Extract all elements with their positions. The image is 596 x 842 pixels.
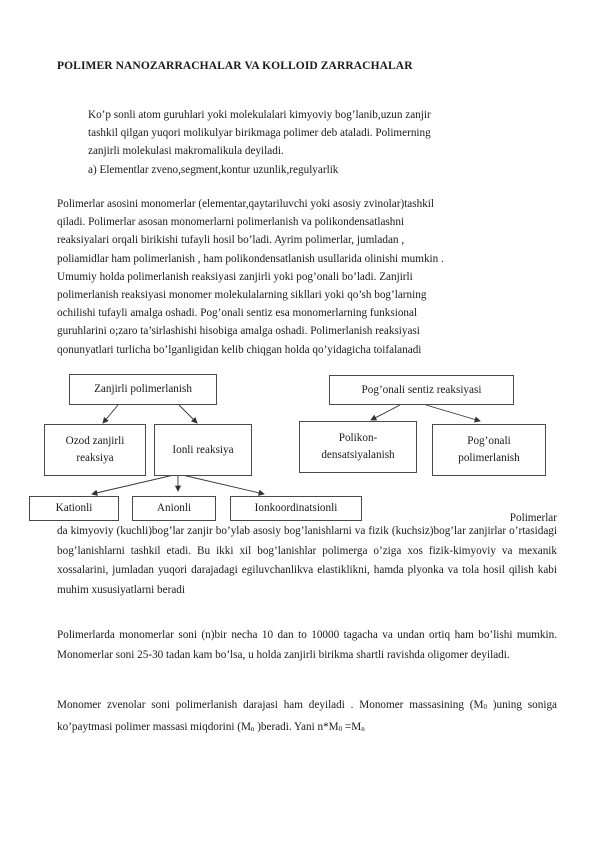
box-ion-coordination: Ionkoordinatsionli bbox=[230, 496, 362, 521]
page-title: POLIMER NANOZARRACHALAR VA KOLLOID ZARRACHALAR bbox=[57, 60, 413, 72]
paragraph-line: qiladi. Polimerlar asosan monomerlarni polimerlanish va polikondensatlashni bbox=[57, 216, 405, 229]
intro-line: zanjirli molekulasi makromalikula deyiladi. bbox=[88, 145, 284, 158]
box-anionic: Anionli bbox=[132, 496, 216, 521]
box-polycondensation: Polikon-densatsiyalanish bbox=[299, 421, 417, 473]
paragraph-line: ochilishi tufayli amalga oshadi. Pog’onali sentiz esa monomerlarning funksional bbox=[57, 307, 418, 320]
paragraph-monomer-count: Polimerlarda monomerlar soni (n)bir necha 10 dan to 10000 tagacha va undan ortiq ham bo’lishi mumkin. Monomerlar soni 25-30 tadan kam bo’lsa, u holda zanjirli birikma shartli ravishda oligomer deyiladi. bbox=[57, 629, 557, 661]
intro-line: tashkil qilgan yuqori molikulyar birikmaga polimer deb ataladi. Polimerning bbox=[88, 127, 431, 140]
arrow-step-to-polycondensation bbox=[371, 405, 400, 420]
paragraph-line: poliamidlar ham polimerlanish , ham polikondensatlanish usullarida olinishi mumkin . bbox=[57, 252, 444, 265]
paragraph-line: reaksiyalari orqali birikishi tufayli hosil bo’ladi. Ayrim polimerlar, jumladan , bbox=[57, 234, 405, 247]
subscript: 0 bbox=[483, 703, 487, 711]
text-run: )beradi. Yani n*M bbox=[254, 720, 339, 733]
arrow-step-to-step-polymerization bbox=[426, 405, 480, 421]
box-step-synthesis: Pog’onali sentiz reaksiyasi bbox=[329, 375, 514, 405]
subscript: 0 bbox=[338, 724, 343, 733]
text-run: Monomer zvenolar soni polimerlanish darajasi ham deyiladi . Monomer massasining (M bbox=[57, 699, 484, 711]
intro-line: a) Elementlar zveno,segment,kontur uzunlik,regulyarlik bbox=[88, 163, 339, 176]
box-ionic-reaction: Ionli reaksiya bbox=[154, 424, 252, 476]
paragraph-line: Umumiy holda polimerlanish reaksiyasi zanjirli yoki pog’onali bo’ladi. Zanjirli bbox=[57, 270, 413, 283]
paragraph-line: polimerlanish reaksiyasi monomer molekulalarning sikllari yoki qo’sh bog’larning bbox=[57, 289, 427, 302]
paragraph-polymerization-degree bbox=[57, 696, 557, 739]
arrow-ionic-to-ion-coordination bbox=[178, 474, 264, 494]
paragraph-line: guruhlarini o;zaro ta’sirlashishi hisobiga amalga oshadi. Polimerlanish reaksiyasi bbox=[57, 325, 420, 338]
text-run: =M bbox=[342, 720, 362, 733]
paragraph-line: qonunyatlari turlicha bo’lganligidan kelib chiqgan holda qo’yidagicha toifalanadi bbox=[57, 343, 422, 356]
arrow-chain-to-ionic bbox=[179, 405, 197, 423]
box-free-radical-reaction: Ozod zanjirli reaksiya bbox=[44, 424, 146, 476]
arrow-ionic-to-cationic bbox=[92, 474, 178, 494]
polimerlar-word: Polimerlar bbox=[509, 512, 557, 524]
box-chain-polymerization: Zanjirli polimerlanish bbox=[69, 374, 217, 405]
arrow-chain-to-free-radical bbox=[103, 405, 118, 423]
subscript: n bbox=[361, 724, 365, 733]
box-step-polymerization: Pog’onali polimerlanish bbox=[432, 424, 546, 476]
box-cationic: Kationli bbox=[29, 496, 119, 521]
subscript: n bbox=[250, 724, 255, 733]
paragraph-line: Polimerlar asosini monomerlar (elementar,qaytariluvchi yoki asosiy zvinolar)tashkil bbox=[57, 198, 435, 210]
text-run: )uning soniga ko’paytmasi polimer massasi miqdorini (M bbox=[57, 699, 558, 733]
intro-line: Ko’p sonli atom guruhlari yoki molekulalari kimyoviy bog’lanib,uzun zanjir bbox=[88, 109, 431, 121]
paragraph-bonds: da kimyoviy (kuchli)bog’lar zanjir bo’ylab asosiy bog’lanishlarni va fizik (kuchsiz)bog’lar zanjirlar o’rtasidagi bog’lanishlarni tashkil etadi. Bu ikki xil bog’lanishlar polimerga o’ziga xos fizik-kimyoviy va mexanik xossalarini, jumladan yuqori darajadagi egiluvchanlikva elastiklikni, hamda plyonka va tola hosil qilish kabi muhim xususiyatlarni beradi bbox=[57, 525, 557, 596]
